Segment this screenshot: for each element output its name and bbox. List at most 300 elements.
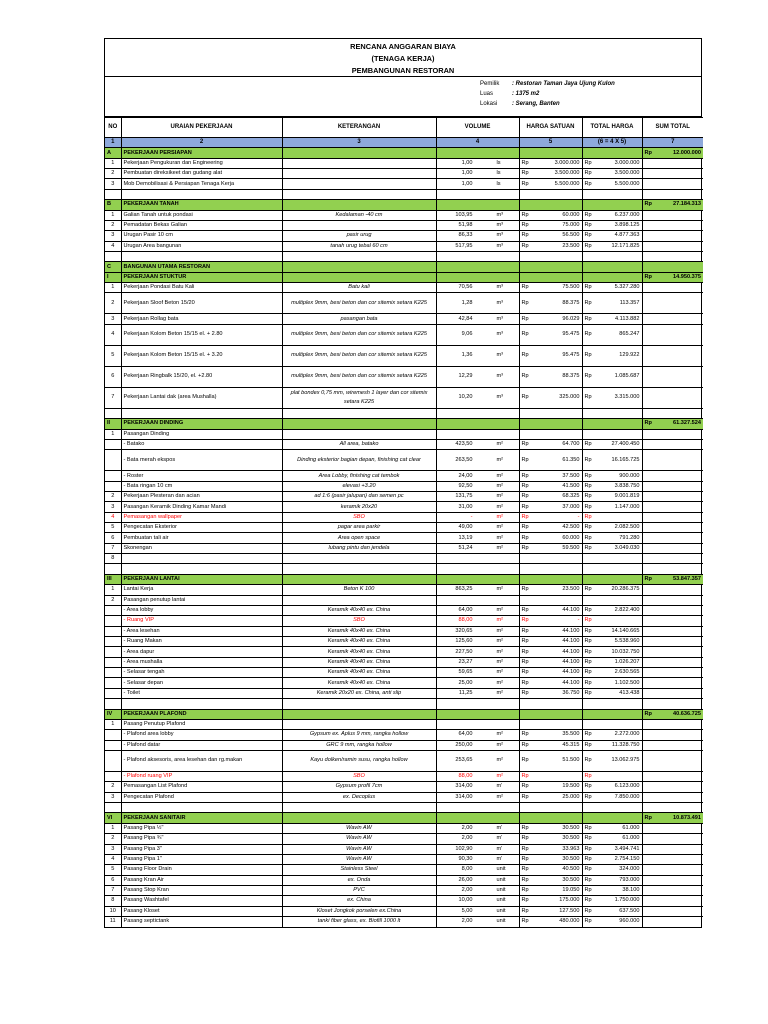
row-volume [436,750,519,771]
currency-label: Rp [584,513,592,520]
empty-cell [105,189,121,200]
volume-value: 314,00 [455,783,473,790]
section-sum-value: 10.873.491 [673,814,701,821]
currency-label: Rp [521,180,529,187]
row-no: 3 [105,314,121,324]
currency-label: Rp [521,627,529,634]
row-keterangan [282,179,436,189]
empty-cell [642,564,703,575]
harga-satuan-value: 96.029 [562,315,580,322]
row-volume [436,210,519,220]
total-harga-value: 1.750.000 [614,897,640,904]
row-harga-satuan [519,169,582,179]
row-total-harga [582,231,642,241]
harga-satuan-value: 60.000 [562,534,580,541]
row-no: 4 [105,241,121,251]
row-total-harga [582,792,642,802]
row-volume [436,605,519,615]
row-volume [436,345,519,366]
volume-unit: m² [496,689,504,696]
row-total-harga [582,543,642,553]
harga-satuan-value: 44.100 [562,607,580,614]
empty-cell [282,564,436,575]
row-total-harga [582,616,642,626]
row-volume [436,719,519,729]
volume-unit: m³ [496,222,504,229]
row-total-harga [582,771,642,781]
row-no: 4 [105,324,121,345]
row-keterangan [282,169,436,179]
row-total-harga [582,657,642,667]
row-keterangan: Batu kali [282,283,436,293]
col-number: 7 [642,138,703,148]
volume-value: 64,00 [458,607,473,614]
row-volume [436,823,519,833]
empty-cell [642,699,703,710]
row-volume [436,865,519,875]
currency-label: Rp [644,149,652,156]
table-row [105,834,703,844]
row-harga-satuan [519,429,582,439]
row-keterangan [282,158,436,168]
total-harga-value: 3.494.741 [614,845,640,852]
row-keterangan: pasir urug [282,231,436,241]
row-volume [436,647,519,657]
section-sum-value: 14.950.375 [673,273,701,280]
volume-value: 49,00 [458,524,473,531]
row-keterangan: Gypsum profil 7cm [282,782,436,792]
currency-label: Rp [584,222,592,229]
row-volume [436,387,519,408]
currency-label: Rp [584,907,592,914]
row-harga-satuan [519,158,582,168]
row-uraian: Pekerjaan Sloof Beton 15/20 [121,293,282,314]
currency-label: Rp [521,845,529,852]
currency-label: Rp [584,524,592,531]
currency-label: Rp [584,482,592,489]
empty-cell [519,272,582,282]
row-harga-satuan [519,730,582,740]
row-uraian: Pekerjaan Plesteran dan acian [121,492,282,502]
row-volume [436,585,519,595]
row-no [105,657,121,667]
table-row [105,875,703,885]
currency-label: Rp [584,741,592,748]
info-location: Lokasi : Serang, Banten [480,101,560,107]
row-uraian: Pasang Kloset [121,906,282,916]
volume-value: 23,27 [458,658,473,665]
table-row [105,657,703,667]
currency-label: Rp [584,544,592,551]
row-uraian: - Selasar tengah [121,668,282,678]
volume-unit: m² [496,658,504,665]
table-row [105,906,703,916]
volume-value: 423,50 [455,441,473,448]
row-uraian: Pasang Pipa 1" [121,854,282,864]
row-sum-total [642,865,703,875]
row-no: 1 [105,210,121,220]
row-total-harga [582,471,642,481]
currency-label: Rp [521,232,529,239]
currency-label: Rp [521,669,529,676]
row-uraian: Pekerjaan Pengukuran dan Engineering [121,158,282,168]
row-keterangan: Gypsum ex. Aplus 9 mm, rangka hollow [282,730,436,740]
row-uraian: Pekerjaan Kolom Beton 15/15 el. + 2.80 [121,324,282,345]
total-harga-value: 1.147.000 [614,503,640,510]
row-uraian: Pengecatan Plafond [121,792,282,802]
row-no: 4 [105,512,121,522]
row-volume [436,481,519,491]
currency-label: Rp [521,544,529,551]
row-no [105,440,121,450]
table-row [105,626,703,636]
empty-cell [105,251,121,262]
empty-cell [519,802,582,813]
row-keterangan: SBO [282,616,436,626]
row-keterangan: ex. Decoplus [282,792,436,802]
row-no: 11 [105,916,121,926]
section-sum [642,262,703,272]
volume-value: 131,75 [455,493,473,500]
row-no [105,771,121,781]
table-row [105,771,703,781]
currency-label: Rp [584,159,592,166]
harga-satuan-value: 19.050 [562,887,580,894]
volume-unit: m² [496,513,504,520]
table-row [105,730,703,740]
row-total-harga [582,916,642,926]
table-row [105,678,703,688]
table-row [105,533,703,543]
table-row [105,896,703,906]
currency-label: Rp [521,783,529,790]
column-header-row [105,118,703,138]
empty-cell [519,148,582,158]
row-no [105,626,121,636]
currency-label: Rp [644,814,652,821]
currency-label: Rp [584,180,592,187]
table-row [105,324,703,345]
row-uraian [121,554,282,564]
row-harga-satuan [519,647,582,657]
row-sum-total [642,616,703,626]
total-harga-value: 113.357 [619,299,640,306]
harga-satuan-value: 37.500 [562,472,580,479]
table-row [105,512,703,522]
harga-satuan-value: 95.475 [562,331,580,338]
volume-unit: m² [496,731,504,738]
table-row [105,554,703,564]
row-keterangan: PVC [282,885,436,895]
row-total-harga [582,823,642,833]
volume-value: 51,24 [458,544,473,551]
currency-label: Rp [584,648,592,655]
currency-label: Rp [584,866,592,873]
doc-subtitle: (TENAGA KERJA) [371,54,435,63]
row-harga-satuan [519,595,582,605]
row-uraian: Pembuatan direksikeet dan gudang alat [121,169,282,179]
row-total-harga [582,834,642,844]
row-volume [436,616,519,626]
row-keterangan: Area Lobby, finishing cat tembok [282,471,436,481]
table-row [105,387,703,408]
currency-label: Rp [521,887,529,894]
currency-label: Rp [584,679,592,686]
row-volume [436,637,519,647]
row-volume [436,324,519,345]
row-total-harga [582,210,642,220]
row-no: 7 [105,387,121,408]
harga-satuan-value: 23.500 [562,242,580,249]
row-uraian: - Plafond aksesoris, area lesehan dan rg.makan [121,750,282,771]
table-row [105,782,703,792]
total-harga-value: 11.328.750 [611,741,640,748]
section-row [105,148,703,158]
row-sum-total [642,231,703,241]
row-harga-satuan [519,440,582,450]
row-harga-satuan [519,492,582,502]
row-sum-total [642,678,703,688]
row-no: 1 [105,429,121,439]
harga-satuan-value: 3.500.000 [554,170,580,177]
volume-value: 13,19 [458,534,473,541]
row-harga-satuan [519,750,582,771]
info-area: Luas : 1375 m2 [480,91,540,97]
rab-sheet [104,38,702,928]
empty-cell [105,564,121,575]
section-sum [642,148,703,158]
currency-label: Rp [584,299,592,306]
row-uraian: Pembuatan tali air [121,533,282,543]
section-sum-value: 61.327.524 [673,420,701,427]
row-keterangan: Keramik 40x40 ex. China [282,668,436,678]
harga-satuan-value: 56.500 [562,232,580,239]
currency-label: Rp [584,856,592,863]
table-row [105,616,703,626]
harga-satuan-value: 45.315 [562,741,580,748]
volume-value: 70,56 [458,284,473,291]
harga-satuan-value: 35.500 [562,731,580,738]
harga-satuan-value: 44.100 [562,679,580,686]
volume-unit: m' [496,824,503,831]
row-sum-total [642,916,703,926]
row-uraian: - Plafond area lobby [121,730,282,740]
row-no: 3 [105,844,121,854]
empty-cell [436,419,519,429]
row-uraian: Pekerjaan Lantai dak (area Mushalla) [121,387,282,408]
row-keterangan: Stainless Steel [282,865,436,875]
info-owner: Pemilik : Restoran Taman Jaya Ujung Kulon [480,81,615,87]
project-info [105,77,701,117]
row-no: 6 [105,875,121,885]
row-sum-total [642,585,703,595]
row-uraian: Pasang Pipa ¾" [121,834,282,844]
currency-label: Rp [584,835,592,842]
row-uraian: - Toilet [121,688,282,698]
table-row [105,916,703,926]
row-total-harga [582,492,642,502]
section-sum [642,813,703,823]
row-total-harga [582,688,642,698]
total-harga-value: 793.000 [619,876,640,883]
row-uraian: - Roster [121,471,282,481]
table-row [105,492,703,502]
row-no: 2 [105,595,121,605]
volume-unit: m² [496,757,504,764]
total-harga-value: 9.001.819 [614,493,640,500]
volume-value: 10,00 [458,897,473,904]
section-row [105,419,703,429]
volume-value: 24,00 [458,472,473,479]
currency-label: Rp [584,918,592,925]
harga-satuan-value: 33.963 [562,845,580,852]
table-row [105,585,703,595]
total-harga-value: 1.085.687 [614,373,640,380]
row-total-harga [582,585,642,595]
row-total-harga [582,730,642,740]
currency-label: Rp [521,907,529,914]
col-header-sum-total: SUM TOTAL [642,118,703,138]
row-no [105,688,121,698]
empty-cell [282,408,436,419]
total-harga-value: 5.538.960 [614,638,640,645]
row-volume [436,231,519,241]
total-harga-value: 637.500 [619,907,640,914]
currency-label: Rp [584,638,592,645]
empty-cell [582,148,642,158]
doc-title: RENCANA ANGGARAN BIAYA [350,42,456,51]
row-uraian: - Area lobby [121,605,282,615]
section-row [105,272,703,282]
volume-value: 1,36 [461,352,473,359]
empty-cell [282,251,436,262]
currency-label: Rp [584,876,592,883]
empty-cell [436,709,519,719]
total-harga-value: 324.000 [619,866,640,873]
empty-cell [519,419,582,429]
row-uraian: - Batako [121,440,282,450]
row-no: 2 [105,782,121,792]
volume-value: 227,50 [455,648,473,655]
row-uraian: - Area mushalla [121,657,282,667]
total-harga-value: 960.000 [619,918,640,925]
total-harga-value: 3.315.000 [614,394,640,401]
row-harga-satuan [519,678,582,688]
row-total-harga [582,668,642,678]
row-sum-total [642,471,703,481]
table-row [105,637,703,647]
row-uraian: Pasangan Dinding [121,429,282,439]
section-no: I [105,272,121,282]
row-uraian: Pasang Stop Kran [121,885,282,895]
row-total-harga [582,523,642,533]
row-uraian: Skonengan [121,543,282,553]
row-total-harga [582,896,642,906]
row-harga-satuan [519,668,582,678]
currency-label: Rp [521,856,529,863]
row-harga-satuan [519,210,582,220]
currency-label: Rp [584,242,592,249]
table-row [105,719,703,729]
volume-value: 9,06 [461,331,473,338]
harga-satuan-value: 61.350 [562,456,580,463]
empty-cell [519,709,582,719]
row-harga-satuan [519,875,582,885]
empty-cell [582,564,642,575]
row-volume [436,169,519,179]
volume-value: 59,65 [458,669,473,676]
row-keterangan: Kloset Jongkok porselen ex.China [282,906,436,916]
currency-label: Rp [521,242,529,249]
empty-cell [282,148,436,158]
harga-satuan-value: 23.500 [562,586,580,593]
row-keterangan: Wavin AW [282,844,436,854]
blank-row [105,408,703,419]
row-sum-total [642,823,703,833]
row-keterangan: Keramik 40x40 ex. China [282,637,436,647]
row-uraian: Pekerjaan Pondasi Batu Kali [121,283,282,293]
row-harga-satuan [519,231,582,241]
harga-satuan-value: 41.500 [562,482,580,489]
blank-row [105,189,703,200]
row-volume [436,440,519,450]
row-volume [436,220,519,230]
empty-cell [436,802,519,813]
section-sum [642,709,703,719]
row-volume [436,471,519,481]
empty-cell [282,262,436,272]
row-keterangan: Beton K 100 [282,585,436,595]
currency-label: Rp [521,918,529,925]
volume-value: 12,29 [458,373,473,380]
row-no: 1 [105,283,121,293]
total-harga-value: 3.898.125 [614,222,640,229]
volume-value: 88,00 [458,617,473,624]
volume-unit: m² [496,607,504,614]
row-sum-total [642,220,703,230]
total-harga-value: 2.822.400 [614,607,640,614]
section-no: VI [105,813,121,823]
table-row [105,314,703,324]
currency-label: Rp [644,201,652,208]
currency-label: Rp [584,607,592,614]
currency-label: Rp [521,741,529,748]
row-keterangan: keramik 20x20 [282,502,436,512]
volume-value: 88,00 [458,773,473,780]
volume-value: 64,00 [458,731,473,738]
row-total-harga [582,906,642,916]
table-row [105,668,703,678]
row-volume [436,792,519,802]
row-keterangan: Keramik 40x40 ex. China [282,678,436,688]
table-row [105,792,703,802]
row-sum-total [642,179,703,189]
harga-satuan-value: 95.475 [562,352,580,359]
empty-cell [519,262,582,272]
table-row [105,688,703,698]
currency-label: Rp [521,835,529,842]
col-header-total-harga: TOTAL HARGA [582,118,642,138]
harga-satuan-value: 42.500 [562,524,580,531]
currency-label: Rp [521,534,529,541]
volume-unit: m² [496,524,504,531]
currency-label: Rp [584,773,592,780]
currency-label: Rp [521,866,529,873]
table-row [105,241,703,251]
section-no: IV [105,709,121,719]
volume-unit: m³ [496,284,504,291]
volume-value: 1,00 [461,170,473,177]
